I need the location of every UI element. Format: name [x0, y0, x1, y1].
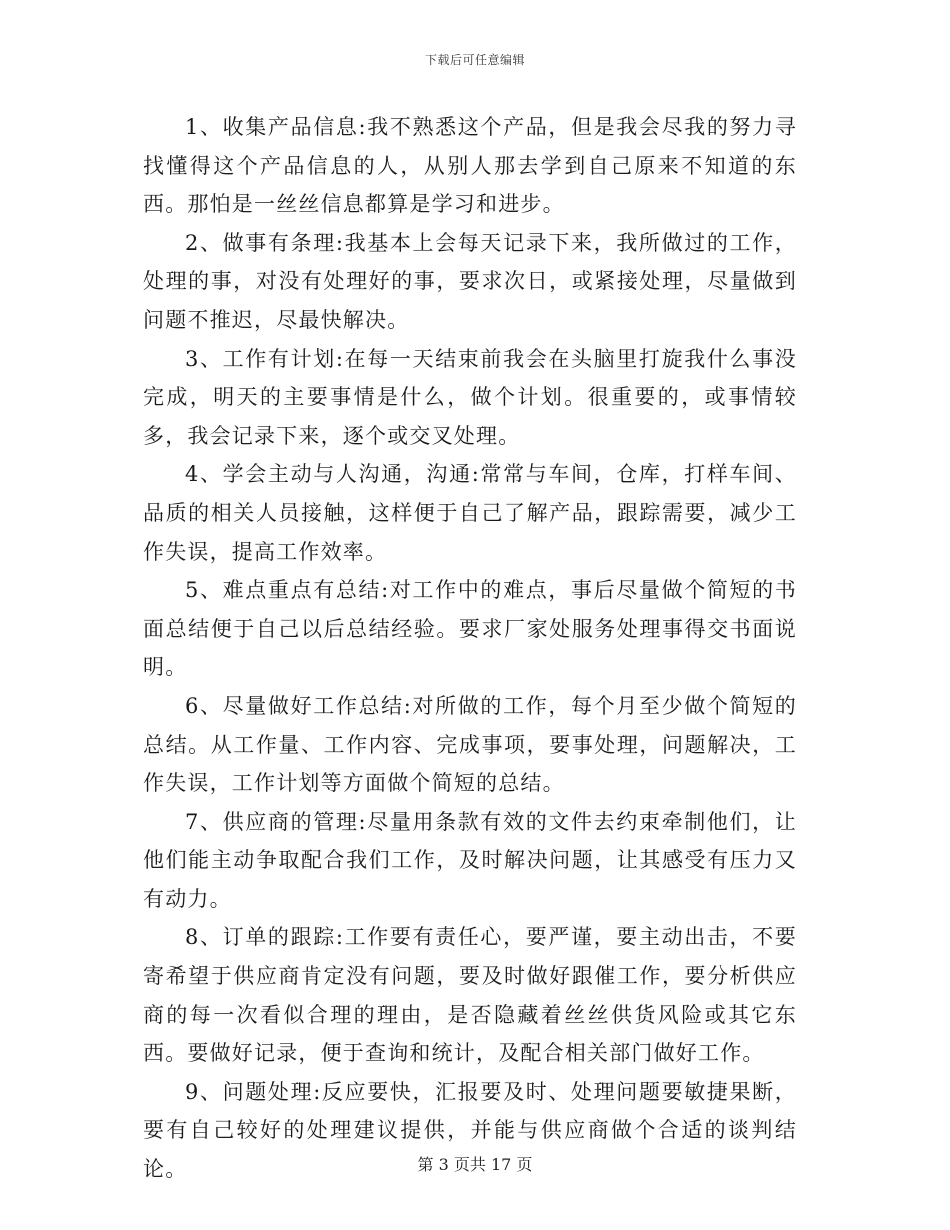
paragraph-4: 4、学会主动与人沟通，沟通:常常与车间，仓库，打样车间、品质的相关人员接触，这样便于自己了解产品，跟踪需要，减少工作失误，提高工作效率。 — [143, 462, 797, 564]
paragraph-2: 2、做事有条理:我基本上会每天记录下来，我所做过的工作，处理的事，对没有处理好的事，要求次日，或紧接处理，尽量做到问题不推迟，尽最快解决。 — [143, 230, 797, 332]
document-body — [143, 108, 797, 1189]
paragraph-6: 6、尽量做好工作总结:对所做的工作，每个月至少做个简短的总结。从工作量、工作内容、完成事项，要事处理，问题解决，工作失误，工作计划等方面做个简短的总结。 — [143, 693, 797, 796]
paragraph-7: 7、供应商的管理:尽量用条款有效的文件去约束牵制他们，让他们能主动争取配合我们工作，及时解决问题，让其感受有压力又有动力。 — [143, 809, 797, 911]
page-header: 下载后可任意编辑 — [424, 53, 525, 67]
page-footer: 第 3 页共 17 页 — [417, 1155, 533, 1174]
paragraph-8: 8、订单的跟踪:工作要有责任心，要严谨，要主动出击，不要寄希望于供应商肯定没有问题，要及时做好跟催工作，要分析供应商的每一次看似合理的理由，是否隐藏着丝丝供货风险或其它东西。要做好记录，便于查询和统计，及配合相关部门做好工作。 — [143, 925, 797, 1066]
paragraph-9: 9、问题处理:反应要快，汇报要及时、处理问题要敏捷果断，要有自己较好的处理建议提供，并能与供应商做个合适的谈判结论。 — [143, 1079, 797, 1182]
paragraph-3: 3、工作有计划:在每一天结束前我会在头脑里打旋我什么事没完成，明天的主要事情是什么，做个计划。很重要的，或事情较多，我会记录下来，逐个或交叉处理。 — [143, 346, 797, 448]
paragraph-5: 5、难点重点有总结:对工作中的难点，事后尽量做个简短的书面总结便于自己以后总结经验。要求厂家处服务处理事得交书面说明。 — [143, 578, 797, 680]
paragraph-1: 1、收集产品信息:我不熟悉这个产品，但是我会尽我的努力寻找懂得这个产品信息的人，从别人那去学到自己原来不知道的东西。那怕是一丝丝信息都算是学习和进步。 — [143, 115, 797, 217]
